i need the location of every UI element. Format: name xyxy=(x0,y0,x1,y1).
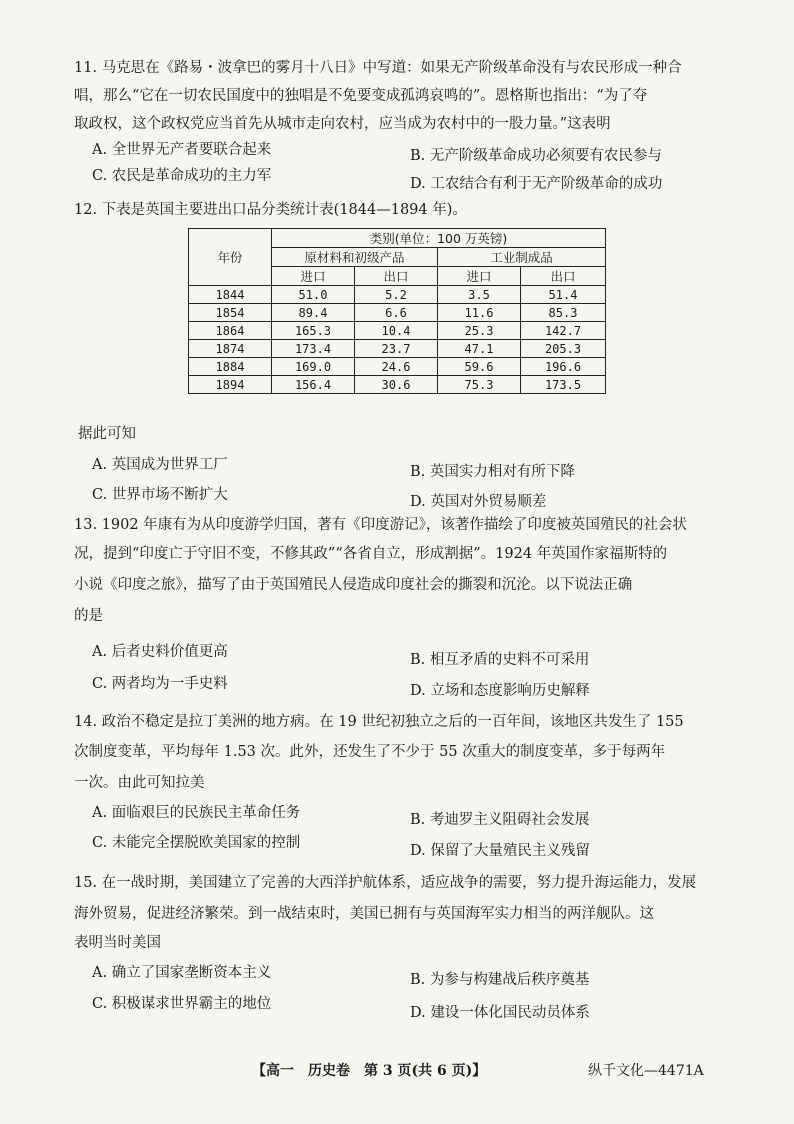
cell-year: 1894 xyxy=(189,376,272,394)
cell-value: 196.6 xyxy=(521,358,606,376)
q14-line3: 一次。由此可知拉美 xyxy=(74,775,205,791)
table-row xyxy=(189,358,606,376)
q13-line3: 小说《印度之旅》，描写了由于英国殖民人侵造成印度社会的撕裂和沉沦。以下说法正确 xyxy=(74,577,633,593)
q15-line3: 表明当时美国 xyxy=(74,935,161,951)
cell-value: 59.6 xyxy=(438,358,521,376)
table-row xyxy=(189,304,606,322)
table-row xyxy=(189,340,606,358)
cell-value: 173.5 xyxy=(521,376,606,394)
cell-value: 23.7 xyxy=(355,340,438,358)
cell-year: 1854 xyxy=(189,304,272,322)
table-header-import-2: 进口 xyxy=(438,267,521,286)
table-header-group1: 原材料和初级产品 xyxy=(272,248,438,267)
cell-value: 11.6 xyxy=(438,304,521,322)
cell-year: 1864 xyxy=(189,322,272,340)
cell-value: 205.3 xyxy=(521,340,606,358)
q11-line3: 取政权，这个政权党应当首先从城市走向农村，应当成为农村中的一股力量。”这表明 xyxy=(74,116,611,132)
table-header-year: 年份 xyxy=(189,229,272,286)
cell-value: 169.0 xyxy=(272,358,355,376)
q13-line1: 13. 1902 年康有为从印度游学归国，著有《印度游记》，该著作描绘了印度被英国殖民的社会状 xyxy=(74,517,687,533)
cell-year: 1884 xyxy=(189,358,272,376)
cell-value: 89.4 xyxy=(272,304,355,322)
footer-title: 【高一 历史卷 第 3 页(共 6 页)】 xyxy=(252,1063,487,1079)
q13-line2: 况，提到“印度亡于守旧不变，不修其政”“各省自立，形成割据”。1924 年英国作家福斯特的 xyxy=(74,546,668,562)
q11-line1: 11. 马克思在《路易・波拿巴的雾月十八日》中写道：如果无产阶级革命没有与农民形成一种合 xyxy=(74,60,682,76)
footer-code: 纵千文化—4471A xyxy=(588,1063,704,1079)
q14-line2: 次制度变革，平均每年 1.53 次。此外，还发生了不少于 55 次重大的制度变革，多于每两年 xyxy=(74,744,666,760)
q15-option-d: D. 建设一体化国民动员体系 xyxy=(410,1005,590,1021)
cell-value: 75.3 xyxy=(438,376,521,394)
q14-line1: 14. 政治不稳定是拉丁美洲的地方病。在 19 世纪初独立之后的一百年间，该地区共发生了 155 xyxy=(74,714,684,730)
q12-option-a: A. 英国成为世界工厂 xyxy=(92,457,228,473)
q15-line1: 15. 在一战时期，美国建立了完善的大西洋护航体系，适应战争的需要，努力提升海运能力，发展 xyxy=(74,875,697,891)
cell-year: 1844 xyxy=(189,286,272,304)
table-row xyxy=(189,322,606,340)
q13-option-b: B. 相互矛盾的史料不可采用 xyxy=(410,652,590,668)
trade-statistics-table xyxy=(188,228,606,394)
page-footer xyxy=(0,1060,794,1084)
q14-option-a: A. 面临艰巨的民族民主革命任务 xyxy=(92,805,301,821)
q12-option-d: D. 英国对外贸易顺差 xyxy=(410,494,547,510)
q12-line1: 12. 下表是英国主要进出口品分类统计表(1844—1894 年)。 xyxy=(74,202,467,218)
cell-value: 6.6 xyxy=(355,304,438,322)
q15-option-a: A. 确立了国家垄断资本主义 xyxy=(92,965,272,981)
q13-option-a: A. 后者史料价值更高 xyxy=(92,644,228,660)
cell-value: 142.7 xyxy=(521,322,606,340)
q12-after-text: 据此可知 xyxy=(78,426,136,442)
table-header-category: 类别(单位：100 万英镑) xyxy=(272,229,606,248)
table-row xyxy=(189,376,606,394)
cell-value: 3.5 xyxy=(438,286,521,304)
table-header-export-1: 出口 xyxy=(355,267,438,286)
q11-option-c: C. 农民是革命成功的主力军 xyxy=(92,168,272,184)
q13-option-c: C. 两者均为一手史料 xyxy=(92,676,228,692)
cell-value: 51.0 xyxy=(272,286,355,304)
cell-value: 51.4 xyxy=(521,286,606,304)
table-header-group2: 工业制成品 xyxy=(438,248,606,267)
cell-value: 24.6 xyxy=(355,358,438,376)
q12-option-c: C. 世界市场不断扩大 xyxy=(92,487,228,503)
table-header-export-2: 出口 xyxy=(521,267,606,286)
q11-option-a: A. 全世界无产者要联合起来 xyxy=(92,142,272,158)
cell-value: 30.6 xyxy=(355,376,438,394)
q15-option-c: C. 积极谋求世界霸主的地位 xyxy=(92,996,272,1012)
q14-option-d: D. 保留了大量殖民主义残留 xyxy=(410,843,590,859)
q12-option-b: B. 英国实力相对有所下降 xyxy=(410,464,575,480)
table-row xyxy=(189,286,606,304)
cell-value: 10.4 xyxy=(355,322,438,340)
cell-value: 47.1 xyxy=(438,340,521,358)
q15-option-b: B. 为参与构建战后秩序奠基 xyxy=(410,972,590,988)
q13-line4: 的是 xyxy=(74,608,103,624)
q13-option-d: D. 立场和态度影响历史解释 xyxy=(410,683,590,699)
q15-line2: 海外贸易，促进经济繁荣。到一战结束时，美国已拥有与英国海军实力相当的两洋舰队。这 xyxy=(74,906,654,922)
cell-value: 5.2 xyxy=(355,286,438,304)
cell-year: 1874 xyxy=(189,340,272,358)
q14-option-b: B. 考迪罗主义阻碍社会发展 xyxy=(410,812,590,828)
cell-value: 156.4 xyxy=(272,376,355,394)
cell-value: 25.3 xyxy=(438,322,521,340)
table-header-import-1: 进口 xyxy=(272,267,355,286)
q14-option-c: C. 未能完全摆脱欧美国家的控制 xyxy=(92,835,301,851)
cell-value: 85.3 xyxy=(521,304,606,322)
cell-value: 173.4 xyxy=(272,340,355,358)
q11-option-b: B. 无产阶级革命成功必须要有农民参与 xyxy=(410,148,662,164)
q11-line2: 唱，那么“它在一切农民国度中的独唱是不免要变成孤鸿哀鸣的”。恩格斯也指出：“为了夺 xyxy=(74,88,648,104)
q11-option-d: D. 工农结合有利于无产阶级革命的成功 xyxy=(410,176,663,192)
cell-value: 165.3 xyxy=(272,322,355,340)
